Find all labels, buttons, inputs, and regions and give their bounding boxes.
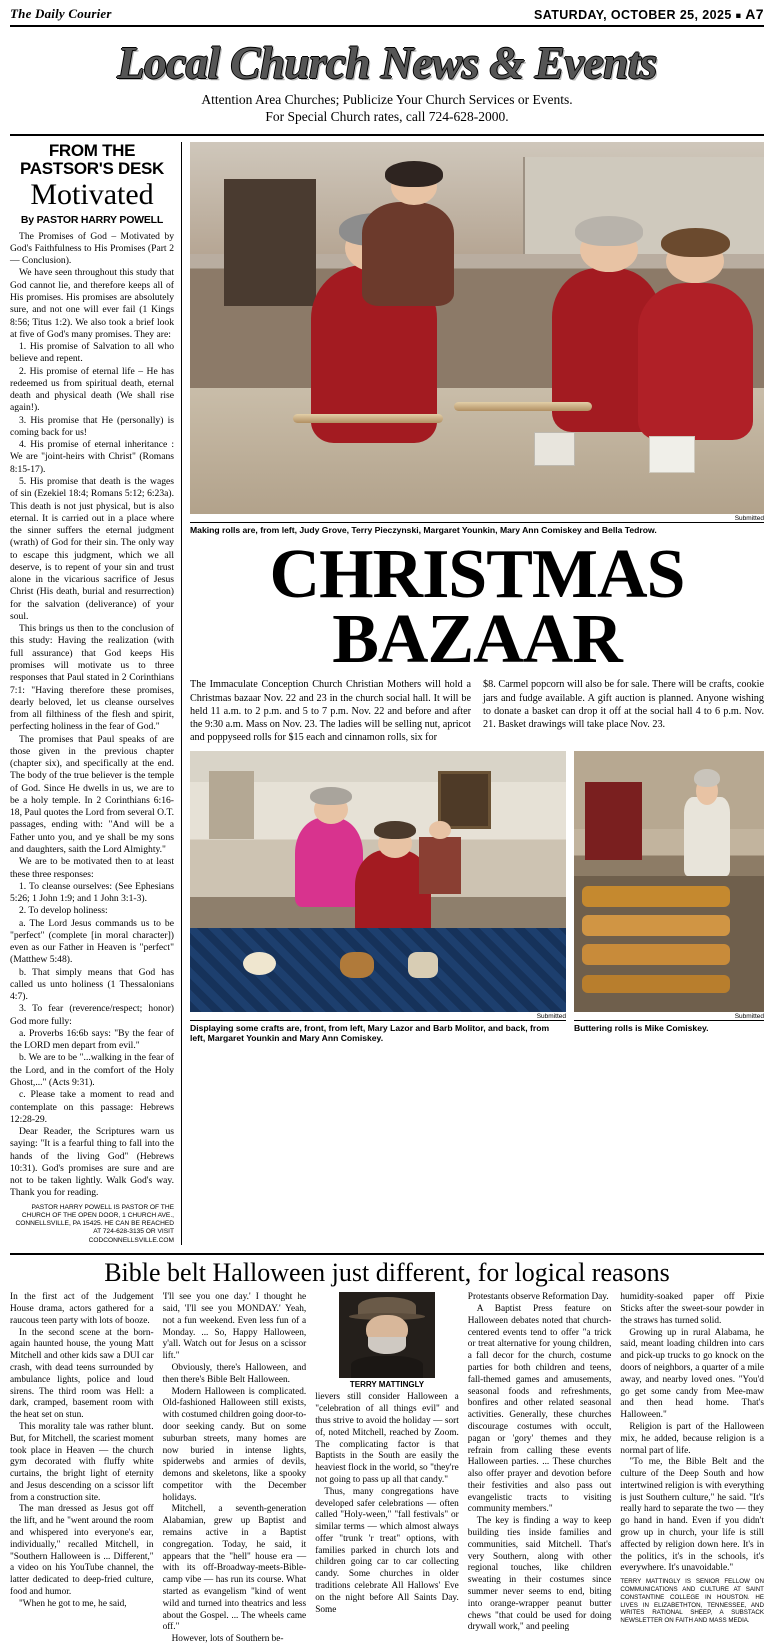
bazaar-body	[190, 678, 764, 744]
pastors-desk-headline: Motivated	[30, 177, 154, 211]
story-column-3	[315, 1292, 459, 1646]
paragraph: The man dressed as Jesus got off the lift, and he "went around the room and whispered into everyone's ear, individually," recalled Mitchell, in "Southern Halloween is ... Different," a video on his YouTube channel, the latter dedicated to deep-fried culture, food and humor.	[10, 1504, 154, 1598]
pastors-desk-column	[10, 142, 182, 1245]
masthead	[10, 6, 764, 27]
paragraph: Religion is part of the Halloween mix, he added, because religion is a normal part of life.	[620, 1421, 764, 1456]
columnist-tagline: TERRY MATTINGLY IS SENIOR FELLOW ON COMMUNICATIONS AND CULTURE AT SAINT CONSTANTINE COLLEGE IN HOUSTON. HE LIVES IN ELIZABETHTON, TENNESSEE, AND WRITES RATIONAL SHEEP, A SUBSTACK NEWSLETTER ON FAITH AND MASS MEDIA.	[620, 1578, 764, 1625]
paragraph: "When he got to me, he said,	[19, 1598, 127, 1609]
paragraph: lievers still consider Halloween a "celebration of all things evil" and thus strive to avoid the holiday — sort of, noted Mitchell, reached by Zoom. The complicating factor is that Baptists in the South are easily the heaviest flock in the world, so "they're not going to pass up all that candy."	[315, 1392, 459, 1485]
paragraph: Growing up in rural Alabama, he said, meant loading children into cars and pick-up trucks to go knock on the doors of neighbors, a quarter of a mile away, and nearby loved ones. "You'd go get some candy from Mee-maw and then head home. That's Halloween."	[620, 1327, 764, 1421]
banner-subtitle-1: Attention Area Churches; Publicize Your Church Services or Events.	[201, 92, 573, 107]
pastors-desk-body	[10, 231, 174, 1200]
bottom-left-photo-block	[190, 751, 566, 1044]
paragraph: In the first act of the Judgement House drama, actors gathered for a raucous teen party with lots of booze.	[10, 1292, 154, 1326]
paragraph: This brings us then to the conclusion of this study: Having the realization (with full assurance) that God keeps His promises will motivate us to three responses that Paul stated in 2 Corinthians 7:1: "Having therefore these promises, dearly beloved, let us cleanse ourselves from all filthiness of the flesh and spirit, perfecting holiness in the fear of God."	[10, 623, 174, 733]
paragraph: Protestants observe Reformation Day.	[467, 1292, 609, 1303]
pastors-desk-kicker: FROM THE PASTSOR'S DESK	[19, 141, 165, 178]
pastors-desk-byline: By PASTOR HARRY POWELL	[20, 213, 164, 226]
section-banner	[10, 31, 764, 131]
paragraph: humidity-soaked paper off Pixie Sticks after the sweet-sour powder in the straws has turned solid.	[620, 1292, 764, 1326]
photo-caption: Making rolls are, from left, Judy Grove, Terry Pieczynski, Margaret Younkin, Mary Ann Comiskey and Bella Tedrow.	[190, 522, 764, 535]
columnist-portrait	[339, 1292, 435, 1378]
columnist-name: TERRY MATTINGLY	[349, 1380, 425, 1390]
paragraph: c. Please take a moment to read and contemplate on this passage: Hebrews 12:28-29.	[10, 1089, 174, 1125]
paragraph: We are to be motivated then to at least these three responses:	[10, 856, 174, 880]
story-column-1	[10, 1292, 154, 1646]
page-number: A7	[745, 6, 764, 22]
photo-credit: Submitted	[734, 515, 764, 522]
paragraph: Dear Reader, the Scriptures warn us saying: "It is a fearful thing to fall into the hands of the living God" (Hebrews 10:31). God's promises are sure and are not to be taken lightly. Walk God's way. Thank you for reading.	[10, 1126, 174, 1199]
story-column-2	[163, 1292, 307, 1646]
bazaar-headline	[190, 536, 764, 678]
photo-displaying-crafts	[190, 751, 566, 1012]
paragraph: The promises that Paul speaks of are those given in the previous chapter (chapter six), and specifically at the end. The body of the true believer is the temple of God. Since He dwells in us, we are to be a holy temple. In 2 Corinthians 6:16-18, Paul quotes the Lord from several O.T. passages, ending with: "And will be a Father unto you, and ye shall be my sons and daughters, saith the Lord Almighty."	[10, 733, 174, 855]
photo-credit: Submitted	[536, 1012, 566, 1020]
paragraph: 3. To fear (reverence/respect; honor) God more fully:	[10, 1003, 174, 1027]
bottom-photo-row	[190, 751, 764, 1044]
dateline-date: SATURDAY, OCTOBER 25, 2025	[533, 8, 732, 22]
paragraph: However, lots of Southern be-	[171, 1634, 284, 1645]
dateline-separator-icon: ■	[735, 10, 742, 21]
photo-caption: Buttering rolls is Mike Comiskey.	[574, 1020, 764, 1033]
bazaar-headline-line2: BAZAAR	[332, 600, 622, 678]
bazaar-paragraph: $8. Carmel popcorn will also be for sale. There will be crafts, cookie jars and fudge available. A gift auction is planned. Anyone wishing to donate a basket can drop it off at the social hall 4 to 6 p.m. Nov. 21. Basket drawings will take place Nov. 23.	[483, 679, 764, 731]
story-column-5	[620, 1292, 764, 1646]
paragraph: b. That simply means that God has called us unto holiness (1 Thessalonians 4:7).	[10, 966, 174, 1003]
paragraph: 3. His promise that He (personally) is coming back for us!	[10, 414, 174, 438]
story-divider	[10, 1253, 764, 1255]
section-title: Local Church News & Events	[117, 38, 657, 88]
paragraph: This morality tale was rather blunt. But, for Mitchell, the scariest moment took place in Heaven — the church gym decorated with fluffy white curtains, the bright light of eternity and Jesus descending on a scissor lift from a construction site.	[10, 1421, 154, 1503]
bazaar-headline-line1: CHRISTMAS	[269, 536, 685, 614]
paragraph: 1. His promise of Salvation to all who believe and repent.	[10, 341, 174, 365]
paragraph: b. We are to be "...walking in the fear of the Lord, and in the comfort of the Holy Ghost,..." (Acts 9:31).	[10, 1052, 174, 1089]
paragraph: Modern Halloween is complicated. Old-fashioned Halloween still exists, with costumed children going door-to-door seeking candy. But on some suburban streets, many homes are now buried in intense lights, spiderwebs and armies of devils, demons and skeletons, like a spooky competitor with the December holidays.	[162, 1386, 307, 1503]
story-column-4	[468, 1292, 612, 1646]
pastors-desk-signoff: PASTOR HARRY POWELL IS PASTOR OF THE CHURCH OF THE OPEN DOOR, 1 CHURCH AVE., CONNELLSVILLE, PA 15425. HE CAN BE REACHED AT 724-628-3135 OR VISIT CODCONNELLSVILLE.COM	[15, 1203, 174, 1244]
halloween-headline: Bible belt Halloween just different, for logical reasons	[104, 1257, 670, 1287]
paragraph: Thus, many congregations have developed safer celebrations — often called "Holy-ween," "fall festivals" or similar terms — which almost always offer "trunk 'r treat" options, with families parked in church lots and children going car to car collecting candy. Some churches in older traditions celebrate All Hallows' Eve on the night before All Saints Day. Some	[315, 1486, 459, 1615]
paragraph: The Promises of God – Motivated by God's Faithfulness to His Promises (Part 2 — Conclusion).	[10, 230, 174, 267]
paragraph: In the second scene at the born-again haunted house, the young Matt Mitchell and other kids saw a DUI car crash, with dead teens surrounded by ambulance lights, police and loud sirens. The third room was Hell: a dark, cramped, basement room with the heat set on stun.	[10, 1327, 154, 1421]
bazaar-paragraph: The Immaculate Conception Church Christian Mothers will hold a Christmas bazaar Nov. 22 and 23 in the church social hall. It will be held 11 a.m. to 2 p.m. and 5 to 7 p.m. Nov. 22 and before and after the 9:30 a.m. Mass on Nov. 23. The ladies will be selling nut, apricot and poppyseed rolls for $15 each and cinnamon rolls, six for	[190, 679, 471, 744]
halloween-body	[10, 1292, 764, 1646]
paragraph: 2. To develop holiness:	[19, 905, 108, 917]
paragraph: Mitchell, a seventh-generation Alabamian, grew up Baptist and remains active in a Baptist congregation. Today, he said, it appears that the "hell" house era — with its off-Broadway-meets-Bible-camp vibe — has run its course. What started as evangelism "kind of went wild and turned into theatrics and less about the Gospel. ... The wheels came off."	[162, 1504, 307, 1633]
feature-column	[190, 142, 764, 1245]
paragraph: a. The Lord Jesus commands us to be "perfect" (complete [in moral character]) even as our Father in Heaven is "perfect" (Matthew 5:48).	[10, 917, 174, 966]
paragraph: 'I'll see you one day.' I thought he said, 'I'll see you MONDAY.' Yeah, not a fun weekend. Even less fun of a Monday. ... So, Happy Halloween, y'all. Watch out for Jesus on a scissor lift."	[162, 1292, 307, 1362]
main-content	[10, 142, 764, 1245]
photo-caption: Displaying some crafts are, front, from left, Mary Lazor and Barb Molitor, and back, from left, Margaret Younkin and Mary Ann Comiskey.	[190, 1020, 566, 1044]
photo-credit: Submitted	[734, 1012, 764, 1020]
paragraph: "To me, the Bible Belt and the culture of the Deep South and how intertwined religion is with everything is just Southern culture," he said. "It's really hard to separate the two — they go hand in hand. Even if you didn't grow up in church, your life is still affected by religion down here. It's in the politics, it's in the schools, it's everywhere. It's unavoidable."	[620, 1457, 764, 1574]
paper-name: The Daily Courier	[10, 6, 112, 21]
paragraph: 2. His promise of eternal life – He has redeemed us from spiritual death, eternal death and physical death (We shall rise again!).	[10, 365, 174, 414]
paragraph: 1. To cleanse ourselves: (See Ephesians 5:26; 1 John 1:9; and 1 John 3:1-3).	[10, 880, 174, 905]
bottom-right-photo-block	[574, 751, 764, 1044]
paragraph: a. Proverbs 16:6b says: "By the fear of the LORD men depart from evil."	[10, 1027, 174, 1052]
banner-divider	[10, 134, 764, 136]
dateline	[534, 6, 764, 22]
paragraph: 5. His promise that death is the wages of sin (Ezekiel 18:4; Romans 5:12; 6:23a). This death is not just physical, but is also eternal. It is carried out in a place where the sinner suffers the eternal judgment (wrath) of God for their sin. The only way to escape this judgment, which we all deserve, is to repent of your sin and trust alone in the vicarious sacrifice of Jesus Christ (His death, burial and resurrection) for the salvation (deliverance) of your soul.	[10, 476, 174, 622]
paragraph: The key is finding a way to keep building ties inside families and communities, said Mitchell. That's very Southern, along with other regional touches, like children sweating in their costumes since summer never seems to end, biting into orange-wrapper peanut butter chews "that could be used for doing drywall work," and peeling	[467, 1516, 612, 1633]
paragraph: A Baptist Press feature on Halloween debates noted that church-centered events tend to offer "a trick or treat alternative for young children, a fall decor for the church, costume parties for both children and teens, fall-themed games and amusements, seasonal foods and refreshments, bonfires and other related seasonal activities. Generally, these churches discourage costumes with occult, pagan or 'gory' themes and they refrain from calling these events Halloween parties. ... These churches also offer prayer and devotion before their festivities and also pass out evangelistic tracts to visiting community members."	[467, 1303, 612, 1515]
paragraph: 4. His promise of eternal inheritance : We are "joint-heirs with Christ" (Romans 8:15-17).	[10, 439, 174, 475]
banner-subtitle-2: For Special Church rates, call 724-628-2000.	[265, 109, 509, 124]
photo-buttering-rolls	[574, 751, 764, 1012]
paragraph: We have seen throughout this study that God cannot lie, and therefore keeps all of His promises. His promises are absolutely sure, and not one will ever fail (1 Kings 8:56; Titus 1:2). We also took a brief look at five of God's many promises. They are:	[10, 267, 174, 340]
paragraph: Obviously, there's Halloween, and then there's Bible Belt Halloween.	[162, 1362, 307, 1385]
photo-making-rolls	[190, 142, 764, 514]
top-photo-block	[190, 142, 764, 535]
